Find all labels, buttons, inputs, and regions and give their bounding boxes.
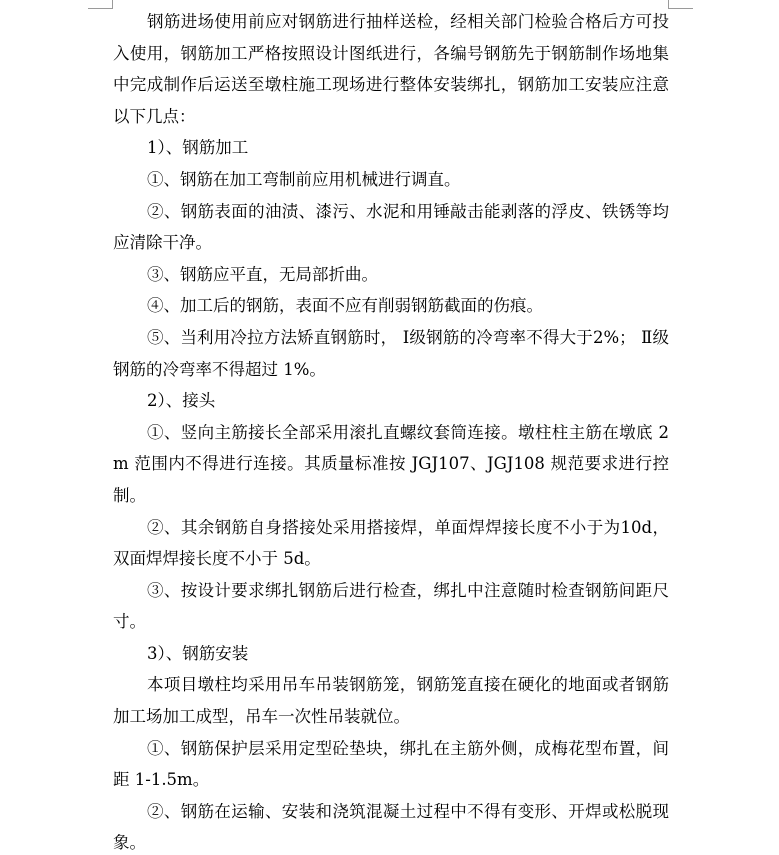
section-heading-rebar-processing: 1）、钢筋加工 (147, 138, 249, 158)
list-item: ②、钢筋表面的油渍、漆污、水泥和用锤敲击能剥落的浮皮、铁锈等均应清除干净。 (113, 201, 669, 253)
margin-corner-mark-right (668, 0, 693, 9)
list-item: ①、竖向主筋接长全部采用滚扎直螺纹套筒连接。墩柱柱主筋在墩底 2m 范围内不得进行连接。其质量标准按 JGJ107、JGJ108 规范要求进行控制。 (113, 422, 669, 505)
list-item: ②、其余钢筋自身搭接处采用搭接焊，单面焊焊接长度不小于为10d，双面焊焊接长度不小于 5d。 (113, 517, 669, 569)
list-item: ④、加工后的钢筋，表面不应有削弱钢筋截面的伤痕。 (147, 296, 543, 316)
section-heading-joints: 2）、接头 (147, 391, 216, 411)
list-item: ③、按设计要求绑扎钢筋后进行检查，绑扎中注意随时检查钢筋间距尺寸。 (113, 580, 669, 632)
list-item: ①、钢筋保护层采用定型砼垫块，绑扎在主筋外侧，成梅花型布置，间距 1-1.5m。 (113, 738, 669, 790)
document-body (113, 6, 669, 855)
paragraph-installation-intro: 本项目墩柱均采用吊车吊装钢筋笼，钢筋笼直接在硬化的地面或者钢筋加工场加工成型，吊车一次性吊装就位。 (113, 675, 669, 727)
margin-corner-mark-left (88, 0, 113, 9)
list-item: ①、钢筋在加工弯制前应用机械进行调直。 (147, 169, 461, 189)
list-item: ②、钢筋在运输、安装和浇筑混凝土过程中不得有变形、开焊或松脱现象。 (113, 801, 669, 853)
section-heading-rebar-installation: 3）、钢筋安装 (147, 643, 249, 663)
list-item: ③、钢筋应平直，无局部折曲。 (147, 264, 378, 284)
list-item: ⑤、当利用冷拉方法矫直钢筋时， Ⅰ级钢筋的冷弯率不得大于2%； Ⅱ级钢筋的冷弯率不得超过 1%。 (113, 327, 669, 379)
paragraph-intro: 钢筋进场使用前应对钢筋进行抽样送检，经相关部门检验合格后方可投入使用，钢筋加工严格按照设计图纸进行，各编号钢筋先于钢筋制作场地集中完成制作后运送至墩柱施工现场进行整体安装绑扎，钢筋加工安装应注意以下几点： (113, 12, 669, 126)
